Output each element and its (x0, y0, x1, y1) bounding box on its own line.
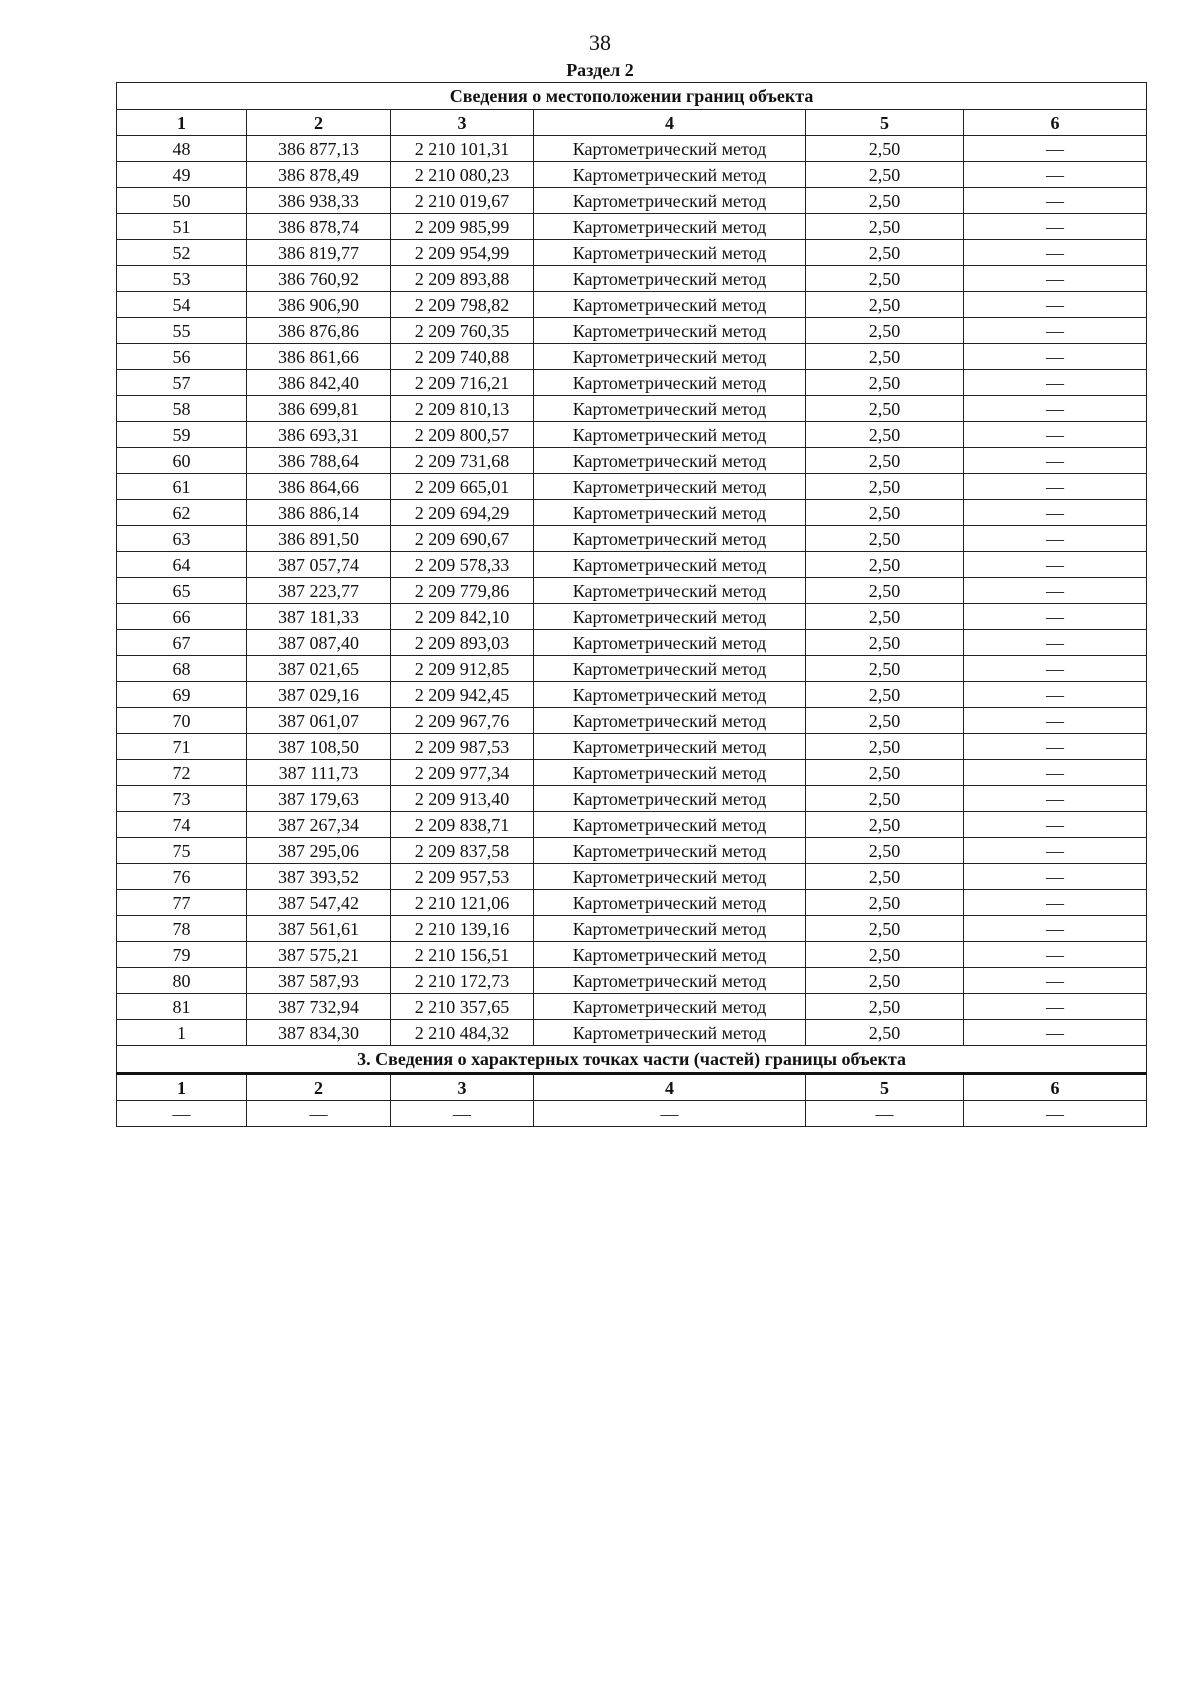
table-cell: 2 209 665,01 (391, 474, 534, 500)
table-cell: 387 267,34 (247, 812, 391, 838)
table-cell: — (964, 578, 1147, 604)
table-cell: Картометрический метод (534, 604, 806, 630)
table-cell: 386 891,50 (247, 526, 391, 552)
table-cell: 69 (117, 682, 247, 708)
column-header: 6 (964, 1074, 1147, 1101)
table-cell: 2 209 987,53 (391, 734, 534, 760)
boundary-table (116, 82, 1147, 1127)
table-cell: 387 547,42 (247, 890, 391, 916)
table-cell: 62 (117, 500, 247, 526)
table-cell: Картометрический метод (534, 812, 806, 838)
table-cell: 2,50 (806, 162, 964, 188)
table-cell: Картометрический метод (534, 968, 806, 994)
table-cell: 59 (117, 422, 247, 448)
table-cell: — (391, 1101, 534, 1127)
table-cell: Картометрический метод (534, 682, 806, 708)
table-cell: 2 209 913,40 (391, 786, 534, 812)
table-cell: 2,50 (806, 292, 964, 318)
table-cell: — (247, 1101, 391, 1127)
table-cell: Картометрический метод (534, 552, 806, 578)
table-cell: — (964, 1020, 1147, 1046)
table-cell: 74 (117, 812, 247, 838)
table-row (117, 188, 1147, 214)
table-cell: Картометрический метод (534, 500, 806, 526)
table-cell: — (964, 604, 1147, 630)
table-cell: Картометрический метод (534, 890, 806, 916)
table-cell: Картометрический метод (534, 240, 806, 266)
table-cell: 2 209 842,10 (391, 604, 534, 630)
table-cell: 2 210 019,67 (391, 188, 534, 214)
table-row (117, 890, 1147, 916)
table-cell: 2,50 (806, 682, 964, 708)
table-cell: — (117, 1101, 247, 1127)
table-cell: 71 (117, 734, 247, 760)
table-cell: Картометрический метод (534, 578, 806, 604)
table-cell: — (964, 890, 1147, 916)
boundary-table-body (117, 83, 1147, 1127)
table-cell: — (964, 526, 1147, 552)
table-cell: 2 209 760,35 (391, 318, 534, 344)
table-cell: 2,50 (806, 864, 964, 890)
table-cell: Картометрический метод (534, 396, 806, 422)
table-cell: 78 (117, 916, 247, 942)
table-row (117, 1101, 1147, 1127)
table-cell: 386 864,66 (247, 474, 391, 500)
table-row (117, 422, 1147, 448)
table-cell: — (964, 344, 1147, 370)
table-row (117, 344, 1147, 370)
table-cell: Картометрический метод (534, 1020, 806, 1046)
table-cell: 387 061,07 (247, 708, 391, 734)
table-cell: — (964, 994, 1147, 1020)
table-row (117, 214, 1147, 240)
table-row (117, 630, 1147, 656)
table-cell: 63 (117, 526, 247, 552)
table-cell: 55 (117, 318, 247, 344)
table-cell: 2 209 798,82 (391, 292, 534, 318)
table-cell: 77 (117, 890, 247, 916)
table-cell: 386 876,86 (247, 318, 391, 344)
table-cell: 387 834,30 (247, 1020, 391, 1046)
table-cell: 2,50 (806, 448, 964, 474)
table-cell: — (964, 292, 1147, 318)
table-cell: 386 693,31 (247, 422, 391, 448)
table-cell: Картометрический метод (534, 838, 806, 864)
table-row (117, 734, 1147, 760)
table-row (117, 448, 1147, 474)
table-cell: Картометрический метод (534, 370, 806, 396)
table-cell: Картометрический метод (534, 162, 806, 188)
table-cell: — (964, 760, 1147, 786)
table-cell: 2 209 838,71 (391, 812, 534, 838)
table1-header-row (117, 110, 1147, 136)
table-cell: 387 393,52 (247, 864, 391, 890)
table-cell: — (964, 864, 1147, 890)
table-row (117, 240, 1147, 266)
table-cell: 53 (117, 266, 247, 292)
table-cell: Картометрический метод (534, 526, 806, 552)
table-cell: 2,50 (806, 942, 964, 968)
table-cell: 386 886,14 (247, 500, 391, 526)
table-cell: 2,50 (806, 318, 964, 344)
table-cell: 2 209 800,57 (391, 422, 534, 448)
table-cell: 2 209 967,76 (391, 708, 534, 734)
table-cell: Картометрический метод (534, 786, 806, 812)
table-cell: 60 (117, 448, 247, 474)
table-cell: 2 210 121,06 (391, 890, 534, 916)
table2-header-row (117, 1074, 1147, 1101)
table-cell: — (964, 474, 1147, 500)
table-cell: 2 210 357,65 (391, 994, 534, 1020)
table-cell: Картометрический метод (534, 448, 806, 474)
table-cell: 2,50 (806, 396, 964, 422)
table-cell: 2 209 740,88 (391, 344, 534, 370)
table-cell: 2 209 810,13 (391, 396, 534, 422)
table-cell: 386 760,92 (247, 266, 391, 292)
table-cell: 49 (117, 162, 247, 188)
table-cell: 50 (117, 188, 247, 214)
table-cell: Картометрический метод (534, 630, 806, 656)
table-cell: 70 (117, 708, 247, 734)
table-cell: 387 587,93 (247, 968, 391, 994)
table-cell: — (964, 266, 1147, 292)
table-cell: — (964, 214, 1147, 240)
table-row (117, 760, 1147, 786)
table-cell: 386 878,49 (247, 162, 391, 188)
table-cell: 72 (117, 760, 247, 786)
table-cell: 2,50 (806, 578, 964, 604)
table-row (117, 1020, 1147, 1046)
table-row (117, 526, 1147, 552)
table-cell: 387 111,73 (247, 760, 391, 786)
table-cell: — (964, 370, 1147, 396)
table-cell: — (964, 396, 1147, 422)
table-cell: — (964, 968, 1147, 994)
table-cell: 2 209 578,33 (391, 552, 534, 578)
table-cell: — (964, 240, 1147, 266)
table-cell: 2 210 156,51 (391, 942, 534, 968)
table-cell: — (964, 162, 1147, 188)
table-cell: 2,50 (806, 630, 964, 656)
table-row (117, 136, 1147, 162)
table-cell: 48 (117, 136, 247, 162)
table-cell: 73 (117, 786, 247, 812)
table-cell: 2,50 (806, 370, 964, 396)
table-cell: — (964, 942, 1147, 968)
table-cell: Картометрический метод (534, 760, 806, 786)
table-cell: 2,50 (806, 474, 964, 500)
table-row (117, 994, 1147, 1020)
table-cell: 2 209 957,53 (391, 864, 534, 890)
table2-caption: 3. Сведения о характерных точках части (частей) границы объекта (117, 1046, 1147, 1074)
table-cell: 2 209 942,45 (391, 682, 534, 708)
table-cell: 2,50 (806, 552, 964, 578)
table-cell: 2,50 (806, 1020, 964, 1046)
table-row (117, 864, 1147, 890)
section-title: Раздел 2 (566, 60, 634, 80)
table-cell: — (964, 1101, 1147, 1127)
table-row (117, 292, 1147, 318)
table-cell: Картометрический метод (534, 656, 806, 682)
column-header: 5 (806, 1074, 964, 1101)
table-row (117, 552, 1147, 578)
table-row (117, 604, 1147, 630)
table-cell: — (964, 188, 1147, 214)
table-cell: 80 (117, 968, 247, 994)
table-cell: 2 209 893,88 (391, 266, 534, 292)
table-cell: Картометрический метод (534, 916, 806, 942)
table-cell: 2,50 (806, 890, 964, 916)
table-cell: Картометрический метод (534, 422, 806, 448)
table-cell: 2 210 101,31 (391, 136, 534, 162)
table-cell: 2 210 484,32 (391, 1020, 534, 1046)
table-cell: 2,50 (806, 760, 964, 786)
table-cell: 65 (117, 578, 247, 604)
table-row (117, 708, 1147, 734)
table-cell: Картометрический метод (534, 266, 806, 292)
table-cell: Картометрический метод (534, 188, 806, 214)
table-cell: — (964, 136, 1147, 162)
table-cell: 386 842,40 (247, 370, 391, 396)
table-cell: — (964, 448, 1147, 474)
table-cell: 52 (117, 240, 247, 266)
table-row (117, 916, 1147, 942)
table-cell: 2 209 912,85 (391, 656, 534, 682)
table-cell: 387 575,21 (247, 942, 391, 968)
table-cell: 57 (117, 370, 247, 396)
table-cell: 2 209 690,67 (391, 526, 534, 552)
table-cell: — (806, 1101, 964, 1127)
table-cell: 386 938,33 (247, 188, 391, 214)
column-header: 4 (534, 110, 806, 136)
table-cell: 64 (117, 552, 247, 578)
table-row (117, 812, 1147, 838)
table-cell: Картометрический метод (534, 136, 806, 162)
table-cell: 2 209 731,68 (391, 448, 534, 474)
table-cell: 387 108,50 (247, 734, 391, 760)
table-row (117, 786, 1147, 812)
table-cell: — (964, 786, 1147, 812)
table-cell: Картометрический метод (534, 864, 806, 890)
column-header: 3 (391, 110, 534, 136)
table-cell: — (964, 630, 1147, 656)
table-cell: 387 179,63 (247, 786, 391, 812)
table-cell: 2,50 (806, 838, 964, 864)
table-cell: Картометрический метод (534, 994, 806, 1020)
table-cell: — (964, 734, 1147, 760)
table-cell: 2,50 (806, 734, 964, 760)
table-cell: Картометрический метод (534, 474, 806, 500)
table-cell: — (964, 552, 1147, 578)
table-cell: 2 209 779,86 (391, 578, 534, 604)
table-cell: 2 209 694,29 (391, 500, 534, 526)
page-number: 38 (589, 30, 611, 55)
table-cell: 386 877,13 (247, 136, 391, 162)
table-cell: 2,50 (806, 812, 964, 838)
table-cell: 387 732,94 (247, 994, 391, 1020)
table-cell: Картометрический метод (534, 214, 806, 240)
table-cell: 2 209 716,21 (391, 370, 534, 396)
table-cell: 386 788,64 (247, 448, 391, 474)
table-row (117, 968, 1147, 994)
table-cell: 2,50 (806, 708, 964, 734)
column-header: 2 (247, 110, 391, 136)
table-cell: 2,50 (806, 968, 964, 994)
table-cell: 2,50 (806, 422, 964, 448)
table-cell: Картометрический метод (534, 942, 806, 968)
table-cell: 2,50 (806, 344, 964, 370)
table-cell: 2,50 (806, 994, 964, 1020)
table-cell: 58 (117, 396, 247, 422)
table-cell: 2,50 (806, 188, 964, 214)
table-cell: — (964, 500, 1147, 526)
table-row (117, 682, 1147, 708)
table-row (117, 162, 1147, 188)
table-cell: 68 (117, 656, 247, 682)
table-cell: 54 (117, 292, 247, 318)
column-header: 6 (964, 110, 1147, 136)
table-cell: 2 209 954,99 (391, 240, 534, 266)
table1-caption: Сведения о местоположении границ объекта (117, 83, 1147, 110)
table-cell: 387 561,61 (247, 916, 391, 942)
table-row (117, 942, 1147, 968)
table-cell: — (964, 318, 1147, 344)
table2-caption-row (117, 1046, 1147, 1074)
column-header: 1 (117, 110, 247, 136)
table-cell: 61 (117, 474, 247, 500)
table-row (117, 500, 1147, 526)
table-cell: 387 087,40 (247, 630, 391, 656)
table-cell: — (964, 916, 1147, 942)
column-header: 4 (534, 1074, 806, 1101)
table-cell: 2 210 172,73 (391, 968, 534, 994)
table-cell: 76 (117, 864, 247, 890)
table-cell: 2 210 080,23 (391, 162, 534, 188)
table-cell: 2 209 985,99 (391, 214, 534, 240)
table-cell: 2,50 (806, 214, 964, 240)
table-cell: 387 029,16 (247, 682, 391, 708)
table-cell: — (964, 812, 1147, 838)
table-cell: 2,50 (806, 136, 964, 162)
table-cell: Картометрический метод (534, 734, 806, 760)
table-row (117, 318, 1147, 344)
table-cell: 386 819,77 (247, 240, 391, 266)
table-cell: Картометрический метод (534, 344, 806, 370)
table-cell: 387 295,06 (247, 838, 391, 864)
table-cell: — (964, 838, 1147, 864)
table-cell: — (964, 422, 1147, 448)
table-cell: — (534, 1101, 806, 1127)
table-cell: Картометрический метод (534, 292, 806, 318)
table-cell: 81 (117, 994, 247, 1020)
table-row (117, 396, 1147, 422)
table-cell: 387 181,33 (247, 604, 391, 630)
table-cell: — (964, 656, 1147, 682)
table-cell: 67 (117, 630, 247, 656)
table-cell: 2,50 (806, 656, 964, 682)
table-cell: 2,50 (806, 240, 964, 266)
table-row (117, 370, 1147, 396)
column-header: 1 (117, 1074, 247, 1101)
column-header: 2 (247, 1074, 391, 1101)
table-cell: 75 (117, 838, 247, 864)
table1-caption-row (117, 83, 1147, 110)
table-cell: 2 209 977,34 (391, 760, 534, 786)
table-cell: — (964, 682, 1147, 708)
table-cell: 66 (117, 604, 247, 630)
table-cell: 2 209 837,58 (391, 838, 534, 864)
table-cell: 1 (117, 1020, 247, 1046)
table-cell: Картометрический метод (534, 708, 806, 734)
table-cell: 387 223,77 (247, 578, 391, 604)
table-cell: 386 906,90 (247, 292, 391, 318)
table-cell: 2,50 (806, 266, 964, 292)
table-cell: 387 057,74 (247, 552, 391, 578)
column-header: 3 (391, 1074, 534, 1101)
table-cell: 387 021,65 (247, 656, 391, 682)
table-cell: 2,50 (806, 916, 964, 942)
table-cell: 386 699,81 (247, 396, 391, 422)
table-cell: 2,50 (806, 500, 964, 526)
table-cell: 2,50 (806, 786, 964, 812)
table-cell: 51 (117, 214, 247, 240)
table-cell: Картометрический метод (534, 318, 806, 344)
table-cell: 2 209 893,03 (391, 630, 534, 656)
table-row (117, 578, 1147, 604)
table-cell: 386 861,66 (247, 344, 391, 370)
table-cell: 56 (117, 344, 247, 370)
table-row (117, 266, 1147, 292)
table-cell: — (964, 708, 1147, 734)
table-row (117, 474, 1147, 500)
table-cell: 2 210 139,16 (391, 916, 534, 942)
table-row (117, 838, 1147, 864)
column-header: 5 (806, 110, 964, 136)
table-cell: 79 (117, 942, 247, 968)
table-row (117, 656, 1147, 682)
table-cell: 2,50 (806, 526, 964, 552)
table-cell: 2,50 (806, 604, 964, 630)
table-cell: 386 878,74 (247, 214, 391, 240)
